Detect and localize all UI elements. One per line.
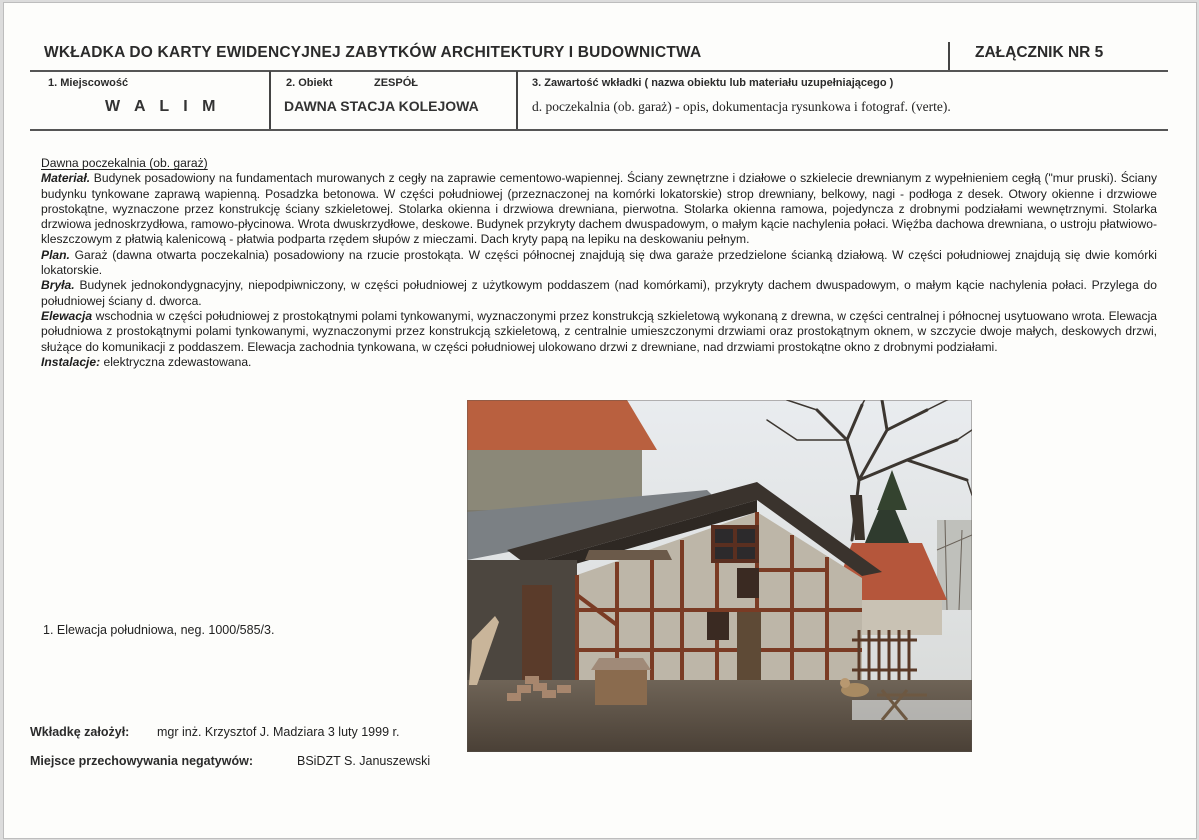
field-divider-1: [269, 71, 271, 129]
zespol-label: ZESPÓŁ: [374, 77, 419, 89]
section-text: Budynek posadowiony na fundamentach murowanych z cegły na zaprawie cementowo-wapiennej. Ściany zewnętrzne i działowe o szkielecie drewnianym z wypełnieniem cegłą ("mur pruski). Ściany budynku tynkowane zaprawą wapienną. Posadzka betonowa. W części południowej (przeznaczonej na komórki lokatorskie) strop drewniany, belkowy, nagi - podłoga z desek. Otwory okienne i drzwiowe prostokątne, wyznaczone przez konstrukcję ściany szkieletowej. Stolarka okienna i drzwiowa drewniana, pierwotna. Stolarka okienna ramowa, pojedyncza z drobnymi podziałami wewnętrznymi. Stolarka drzwiowa jednoskrzydłowa, ramowo-płycinowa. Wrota dwuskrzydłowe, deskowe. Budynek przykryty dachem dwuspadowym, o małym kącie nachylenia połaci. Więźba dachowa drewniana, o ustroju płatwiowo-kleszczowym z płatwią kalenicową - płatwia podparta rzędem słupów z mieczami. Dach kryty papą na lepiku na deskowaniu pełnym.: [41, 171, 1157, 247]
storage-label: Miejsce przechowywania negatywów:: [30, 754, 253, 768]
description-heading: [41, 156, 1157, 171]
author-value: mgr inż. Krzysztof J. Madziara 3 luty 1999 r.: [157, 725, 400, 739]
section-bryla: [41, 278, 1157, 309]
header-divider: [948, 42, 950, 70]
annex-number: ZAŁĄCZNIK NR 5: [975, 44, 1104, 61]
building-photo: [467, 400, 972, 752]
field-divider-2: [516, 71, 518, 129]
storage-value: BSiDZT S. Januszewski: [297, 754, 431, 768]
photo-caption: 1. Elewacja południowa, neg. 1000/585/3.: [43, 623, 275, 637]
section-text: wschodnia w części południowej z prostokątnymi polami tynkowanymi, wyznaczonymi przez konstrukcją szkieletową wykonaną z drewna, w części centralnej i północnej usytuowano wrota. Elewacja południowa z prostokątnymi polami tynkowanymi, wyznaczonymi przez konstrukcją szkieletową, z centralnie umieszczonymi drzwiami oraz prostokątnym oknem, w szczycie dwoje małych, deskowych drzwi, służące do komunikacji z poddaszem. Elewacja zachodnia tynkowana, w części południowej ulokowano drzwi z drewniane, nad drzwiami prostokątne okno z drobnymi podziałami.: [41, 308, 1157, 354]
section-text: Budynek jednokondygnacyjny, niepodpiwniczony, w części południowej z użytkowym poddaszem (nad komórkami), przykryty dachem dwuspadowym, o małym kącie nachylenia połaci. Przylega do południowej ściany d. dworca.: [41, 278, 1157, 308]
header-rule-bottom: [30, 129, 1168, 131]
section-label: Elewacja: [41, 308, 93, 323]
miejscowosc-label: 1. Miejscowość: [48, 77, 129, 89]
description-block: [41, 156, 1157, 370]
section-instalacje: [41, 355, 1157, 370]
miejscowosc-value: W A L I M: [105, 98, 221, 115]
obiekt-label: 2. Obiekt: [286, 77, 333, 89]
obiekt-value: DAWNA STACJA KOLEJOWA: [284, 98, 479, 114]
header-rule-top: [30, 70, 1168, 72]
description-heading-text: Dawna poczekalnia (ob. garaż): [41, 156, 208, 170]
author-label: Wkładkę założył:: [30, 725, 130, 739]
section-label: Bryła.: [41, 278, 75, 293]
zawartosc-value: d. poczekalnia (ob. garaż) - opis, dokumentacja rysunkowa i fotograf. (verte).: [532, 99, 951, 114]
section-text: elektryczna zdewastowana.: [100, 354, 252, 369]
document-title: WKŁADKA DO KARTY EWIDENCYJNEJ ZABYTKÓW ARCHITEKTURY I BUDOWNICTWA: [44, 44, 702, 61]
section-material: [41, 171, 1157, 247]
section-label: Plan.: [41, 247, 70, 262]
zawartosc-label: 3. Zawartość wkładki ( nazwa obiektu lub materiału uzupełniającego ): [532, 77, 894, 89]
section-label: Instalacje:: [41, 354, 101, 369]
section-elewacja: [41, 309, 1157, 355]
section-text: Garaż (dawna otwarta poczekalnia) posadowiony na rzucie prostokąta. W części północnej znajdują się dwa garaże przedzielone ścianką działową. W części południowej znajdują się dwie komórki lokatorskie.: [41, 247, 1157, 278]
section-plan: [41, 248, 1157, 279]
section-label: Materiał.: [41, 171, 91, 186]
